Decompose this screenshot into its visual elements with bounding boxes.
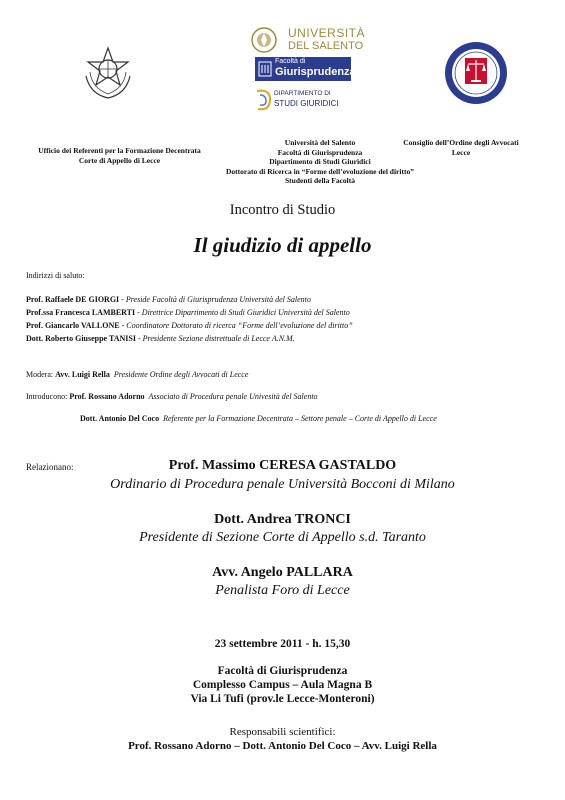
moderator-name: Avv. Luigi Rella [55,370,110,379]
introduction-row [26,392,318,401]
venue-line: Via Li Tufi (prov.le Lecce-Monteroni) [190,693,375,705]
speaker-role: Ordinario di Procedura penale Università Bocconi di Milano [110,477,455,492]
introduction-role: Associato di Procedura penale Univesità del Salento [148,392,318,401]
greeting-role: Coordinatore Dottorato di ricerca “Forme dell’evoluzione del diritto” [126,321,353,330]
header-center-line: Università del Salento [284,138,356,147]
faculty-logo [255,57,356,81]
introduction-name: Prof. Rossano Adorno [69,392,145,401]
university-name: UNIVERSITÀ [288,26,366,40]
speaker-role: Presidente di Sezione Corte di Appello s.d. Taranto [139,530,426,545]
event-type: Incontro di Studio [229,202,336,218]
greeting-item: Prof. Raffaele DE GIORGI - Preside Facoltà di Giurisprudenza Università del Salento [26,295,311,304]
venue-line: Complesso Campus – Aula Magna B [192,679,373,691]
department-logo-line2: STUDI GIURIDICI [274,99,339,108]
header-center-line: Facoltà di Giurisprudenza [277,147,363,157]
introduction-name: Dott. Antonio Del Coco [80,414,160,423]
event-date: 23 settembre 2011 - h. 15,30 [214,638,351,650]
greeting-name: Prof. Raffaele DE GIORGI [26,295,120,304]
bar-association-seal-icon [443,40,509,106]
greeting-item: Dott. Roberto Giuseppe TANISI - Presidente Sezione distrettuale di Lecce A.N.M. [26,334,295,343]
scientific-label: Responsabili scientifici: [229,726,336,738]
department-logo-icon [254,87,274,115]
speakers-label: Relazionano: [26,462,74,472]
moderator-role: Presidente Ordine degli Avvocati di Lecce [113,370,249,379]
header-center-line: Dottorato di Ricerca in “Forme dell’evoluzione del diritto” [226,166,414,176]
speaker-name: Avv. Angelo PALLARA [212,565,353,580]
greeting-role: Direttrice Dipartimento di Studi Giuridici Università del Salento [141,308,350,317]
greeting-item: Prof.ssa Francesca LAMBERTI - Direttrice Dipartimento di Studi Giuridici Università del Salento [26,308,350,317]
header-left-line: Ufficio dei Referenti per la Formazione Decentrata [38,146,201,155]
faculty-shield-icon [258,61,272,77]
scientific-names: Prof. Rossano Adorno – Dott. Antonio Del Coco – Avv. Luigi Rella [128,740,437,752]
venue-line: Facoltà di Giurisprudenza [217,665,348,677]
greeting-item: Prof. Giancarlo VALLONE - Coordinatore Dottorato di ricerca “Forme dell’evoluzione del diritto” [26,321,353,330]
greeting-name: Prof. Giancarlo VALLONE [26,321,120,330]
speaker-name: Prof. Massimo CERESA GASTALDO [168,458,397,473]
header-right-line: Lecce [451,147,471,157]
greetings-label: Indirizzi di saluto: [26,271,85,280]
greeting-role: Preside Facoltà di Giurisprudenza Università del Salento [125,295,311,304]
greeting-name: Dott. Roberto Giuseppe TANISI [26,334,136,343]
faculty-logo-small: Facoltà di [275,58,306,65]
introduction-label: Introducono: [26,392,68,401]
header-right-line: Consiglio dell’Ordine degli Avvocati [403,138,519,147]
introduction-role: Referente per la Formazione Decentrata – Settore penale – Corte di Appello di Lecce [163,414,437,423]
moderator-row [26,370,248,379]
header-center-line: Studenti della Facoltà [284,176,355,185]
speaker-role: Penalista Foro di Lecce [215,583,350,598]
greeting-name: Prof.ssa Francesca LAMBERTI [26,308,136,317]
university-subtitle: DEL SALENTO [288,40,364,52]
header-organizer-left [22,146,217,165]
header-left-line: Corte di Appello di Lecce [78,155,161,165]
department-logo-line1: DIPARTIMENTO DI [274,90,331,97]
speaker-name: Dott. Andrea TRONCI [214,512,351,527]
introduction-row [80,414,437,423]
event-title: Il giudizio di appello [193,233,372,257]
header-organizer-right [385,138,537,157]
moderator-label: Modera: [26,370,54,379]
header-center-line: Dipartimento di Studi Giuridici [269,157,371,166]
university-seal-icon [249,26,283,54]
greeting-role: Presidente Sezione distrettuale di Lecce A.N.M. [142,334,295,343]
faculty-logo-big: Giurisprudenza [275,66,356,78]
italian-republic-emblem-icon [80,42,136,102]
